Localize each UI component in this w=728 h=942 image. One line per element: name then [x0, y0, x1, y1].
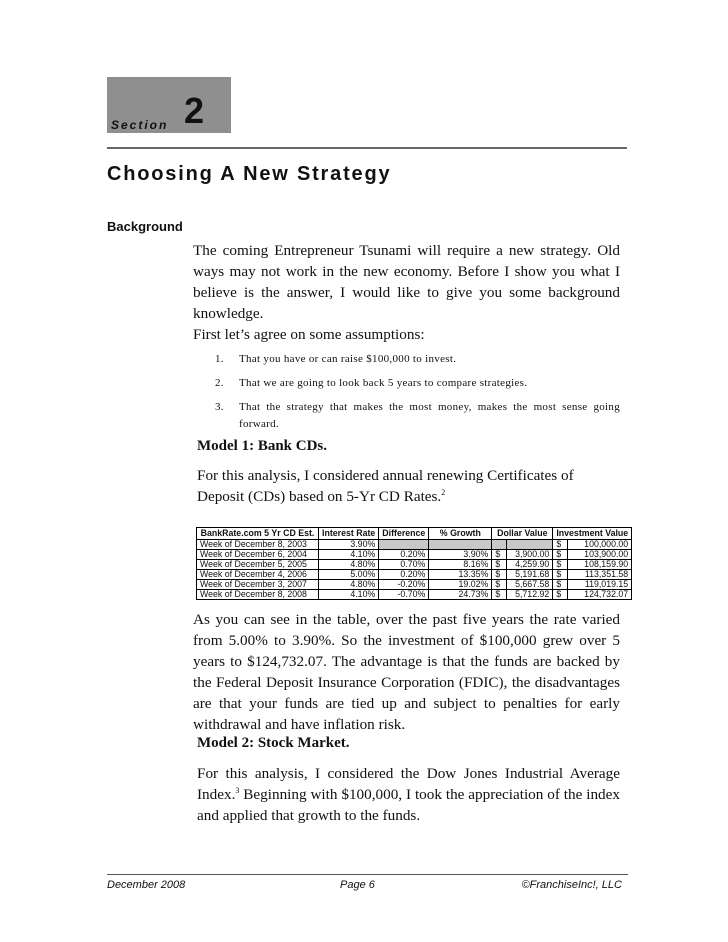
list-item: 3. That the strategy that makes the most money, makes the most sense going forward.	[215, 401, 620, 430]
col-header: BankRate.com 5 Yr CD Est.	[197, 528, 319, 540]
background-heading: Background	[107, 219, 183, 234]
list-item: 1. That you have or can raise $100,000 to invest.	[215, 353, 457, 365]
col-header: Dollar Value	[492, 528, 553, 540]
assumptions-list	[215, 351, 620, 433]
table-header-row	[197, 528, 632, 540]
col-header: Investment Value	[553, 528, 632, 540]
table-row: Week of December 8, 2008 4.10% -0.70% 24.73% $ 5,712.92 $ 124,732.07	[197, 590, 632, 600]
col-header: Difference	[379, 528, 429, 540]
col-header: Interest Rate	[319, 528, 379, 540]
model1-description: For this analysis, I considered annual renewing Certificates of Deposit (CDs) based on 5-Yr CD Rates.$^2$	[197, 467, 574, 505]
table-row: Week of December 6, 2004 4.10% 0.20% 3.90% $ 3,900.00 $ 103,900.00	[197, 550, 632, 560]
table-row: Week of December 3, 2007 4.80% -0.20% 19.02% $ 5,667.58 $ 119,019.15	[197, 580, 632, 590]
title-divider	[107, 147, 627, 149]
model2-heading: Model 2: Stock Market.	[197, 735, 350, 751]
footer-page-number: Page 6	[340, 879, 375, 891]
cd-rates-table	[196, 527, 632, 600]
section-header-block	[107, 77, 231, 133]
table-row: Week of December 4, 2006 5.00% 0.20% 13.35% $ 5,191.68 $ 113,351.58	[197, 570, 632, 580]
analysis-paragraph: As you can see in the table, over the past five years the rate varied from 5.00% to 3.90%. So the investment of $100,000 grew over 5 years to $124,732.07. The advantage is that the funds are backed by the Federal Deposit Insurance Corporation (FDIC), the disadvantages are that your funds are tied up and subject to penalties for early withdrawal and have inflation risk.	[193, 611, 620, 733]
intro-paragraph: The coming Entrepreneur Tsunami will require a new strategy. Old ways may not work in the new economy. Before I show you what I believe is the answer, I would like to give you some background knowledge.	[193, 242, 620, 322]
footer-divider	[107, 874, 628, 875]
footnote-ref: 2	[441, 487, 446, 497]
section-label: Section	[111, 118, 169, 132]
list-item: 2. That we are going to look back 5 years to compare strategies.	[215, 377, 528, 389]
page-title: Choosing A New Strategy	[107, 163, 392, 185]
table-row: Week of December 8, 2003 3.90% $ 100,000.00	[197, 540, 632, 550]
section-number: 2	[184, 90, 205, 131]
model2-description: For this analysis, I considered the Dow Jones Industrial Average Index.$^3$ Beginning with $100,000, I took the appreciation of the index and applied that growth to the funds.	[197, 765, 620, 824]
model1-heading: Model 1: Bank CDs.	[197, 438, 328, 454]
table-row: Week of December 5, 2005 4.80% 0.70% 8.16% $ 4,259.90 $ 108,159.90	[197, 560, 632, 570]
footnote-ref: 3	[235, 785, 240, 795]
col-header: % Growth	[429, 528, 492, 540]
assumptions-intro: First let’s agree on some assumptions:	[193, 326, 425, 343]
footer-copyright: ©FranchiseInc!, LLC	[521, 879, 622, 891]
footer-date: December 2008	[107, 879, 186, 891]
